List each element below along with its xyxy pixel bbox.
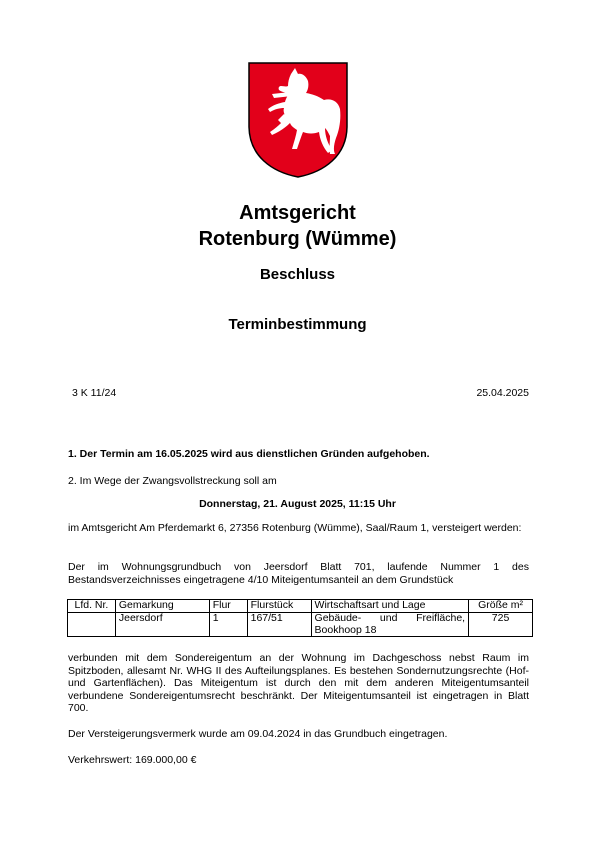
paragraph-vermerk: Der Versteigerungsvermerk wurde am 09.04.2024 in das Grundbuch eingetragen. — [68, 728, 448, 740]
cell-groesse: 725 — [469, 613, 533, 637]
auction-date: Donnerstag, 21. August 2025, 11:15 Uhr — [199, 498, 396, 510]
cell-wirtschaftsart: Gebäude- und Freifläche, Bookhoop 18 — [311, 613, 469, 637]
document-date: 25.04.2025 — [476, 387, 529, 399]
paragraph-cancellation: 1. Der Termin am 16.05.2025 wird aus dienstlichen Gründen aufgehoben. — [68, 448, 430, 460]
cell-flurstueck: 167/51 — [247, 613, 311, 637]
market-value: Verkehrswert: 169.000,00 € — [68, 754, 197, 766]
property-table — [67, 599, 533, 637]
table-row — [68, 613, 533, 637]
table-header-cell: Flurstück — [247, 600, 311, 613]
case-number: 3 K 11/24 — [72, 387, 117, 399]
court-name-line2: Rotenburg (Wümme) — [198, 228, 397, 250]
paragraph-location: im Amtsgericht Am Pferdemarkt 6, 27356 Rotenburg (Wümme), Saal/Raum 1, versteigert werden: — [68, 522, 522, 534]
cell-lfd-nr — [68, 613, 116, 637]
coat-of-arms-icon — [248, 62, 348, 178]
cell-flur: 1 — [209, 613, 247, 637]
table-header-cell: Wirtschaftsart und Lage — [311, 600, 469, 613]
document-type: Beschluss — [259, 266, 336, 283]
table-header-cell: Gemarkung — [115, 600, 209, 613]
cell-gemarkung: Jeersdorf — [115, 613, 209, 637]
paragraph-property: Der im Wohnungsgrundbuch von Jeersdorf Blatt 701, laufende Nummer 1 des Bestandsverzeichnisses eingetragene 4/10 Miteigentumsanteil an dem Grundstück — [68, 561, 529, 586]
court-name-line1: Amtsgericht — [239, 202, 356, 224]
table-header-cell: Lfd. Nr. — [68, 600, 116, 613]
paragraph-sondereigentum: verbunden mit dem Sondereigentum an der Wohnung im Dachgeschoss nebst Raum im Spitzboden, allesamt Nr. WHG II des Aufteilungsplanes. Es bestehen Sondernutzungsrechte (Hof- und Gartenflächen). Das Miteigentum ist durch den mit dem anderen Miteigentumsanteil verbundene Sondereigentumsrecht beschränkt. Der Miteigentumsanteil ist eingetragen in Blatt 700. — [68, 652, 529, 714]
table-header-cell: Größe m² — [469, 600, 533, 613]
table-header-row — [68, 600, 533, 613]
document-subject: Terminbestimmung — [228, 316, 367, 333]
table-header-cell: Flur — [209, 600, 247, 613]
paragraph-intro: 2. Im Wege der Zwangsvollstreckung soll am — [68, 475, 277, 487]
